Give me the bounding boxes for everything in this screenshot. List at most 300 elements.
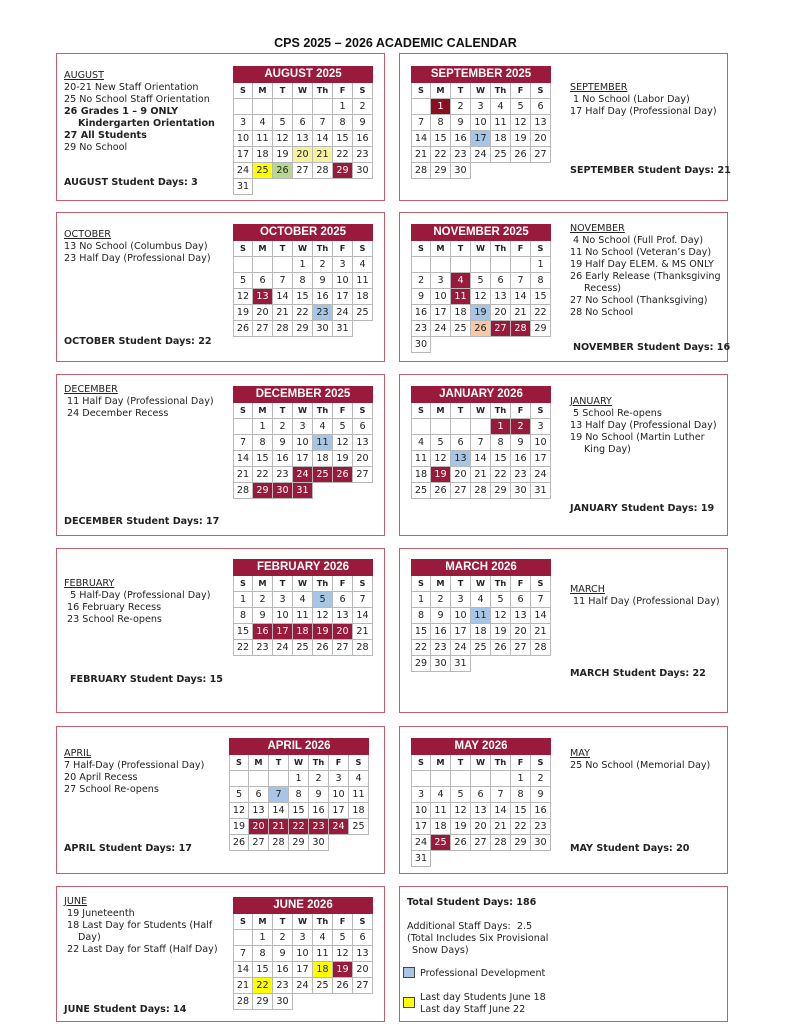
empty-cell — [531, 163, 551, 179]
day-cell: 30 — [309, 835, 329, 851]
weekday-header: W — [293, 83, 313, 99]
day-cell: 2 — [309, 771, 329, 787]
day-cell: 3 — [531, 419, 551, 435]
weekday-header: M — [253, 576, 273, 592]
day-cell: 24 — [293, 467, 313, 483]
day-cell: 27 — [353, 467, 373, 483]
weekday-header: F — [511, 403, 531, 419]
day-cell: 26 — [491, 640, 511, 656]
note-line: 1 No School (Labor Day) — [570, 94, 690, 105]
day-cell: 12 — [471, 289, 491, 305]
day-cell: 23 — [353, 147, 373, 163]
note-line: Kindergarten Orientation — [78, 118, 215, 129]
day-cell: 9 — [313, 273, 333, 289]
day-cell: 19 — [313, 624, 333, 640]
day-cell: 3 — [273, 592, 293, 608]
day-cell: 17 — [293, 962, 313, 978]
day-cell: 1 — [293, 257, 313, 273]
day-cell: 3 — [411, 787, 431, 803]
day-cell: 12 — [511, 115, 531, 131]
day-cell: 30 — [511, 483, 531, 499]
day-cell: 16 — [511, 451, 531, 467]
day-cell: 20 — [293, 147, 313, 163]
calendar-dec — [233, 386, 373, 499]
day-cell: 21 — [269, 819, 289, 835]
day-cell: 6 — [333, 592, 353, 608]
day-cell: 16 — [531, 803, 551, 819]
empty-cell — [471, 257, 491, 273]
day-cell: 12 — [313, 608, 333, 624]
day-cell: 31 — [233, 179, 253, 195]
student-days-apr: APRIL Student Days: 17 — [64, 843, 192, 854]
day-cell: 26 — [233, 321, 253, 337]
student-days-mar: MARCH Student Days: 22 — [570, 668, 706, 679]
weekday-header: W — [471, 403, 491, 419]
empty-cell — [273, 257, 293, 273]
note-line: 25 No School (Memorial Day) — [570, 760, 711, 771]
day-cell: 17 — [411, 819, 431, 835]
day-cell: 28 — [491, 835, 511, 851]
weekday-header: M — [253, 83, 273, 99]
month-title: JUNE 2026 — [233, 897, 373, 914]
day-cell: 8 — [253, 946, 273, 962]
day-cell: 15 — [333, 131, 353, 147]
weekday-header: T — [273, 241, 293, 257]
day-cell: 5 — [451, 787, 471, 803]
day-cell: 16 — [451, 131, 471, 147]
student-days-feb: FEBRUARY Student Days: 15 — [70, 674, 223, 685]
day-cell: 22 — [411, 640, 431, 656]
day-cell: 30 — [273, 483, 293, 499]
empty-cell — [313, 179, 333, 195]
note-line: 29 No School — [64, 142, 128, 153]
empty-cell — [313, 483, 333, 499]
month-title: AUGUST 2025 — [233, 66, 373, 83]
day-cell: 17 — [531, 451, 551, 467]
weekday-header: F — [511, 576, 531, 592]
day-cell: 14 — [313, 131, 333, 147]
day-cell: 18 — [431, 819, 451, 835]
day-cell: 21 — [491, 819, 511, 835]
notes-heading: DECEMBER — [64, 384, 118, 395]
day-cell: 12 — [491, 608, 511, 624]
note-line: 25 No School Staff Orientation — [64, 94, 210, 105]
notes-jan — [570, 396, 717, 456]
weekday-header: M — [431, 241, 451, 257]
day-cell: 9 — [273, 435, 293, 451]
day-cell: 19 — [333, 451, 353, 467]
day-cell: 9 — [353, 115, 373, 131]
notes-oct — [64, 229, 211, 265]
day-cell: 16 — [431, 624, 451, 640]
empty-cell — [531, 851, 551, 867]
weekday-header: S — [531, 576, 551, 592]
day-cell: 17 — [333, 289, 353, 305]
notes-feb — [64, 578, 210, 626]
weekday-header: W — [471, 83, 491, 99]
day-cell: 9 — [511, 435, 531, 451]
weekday-header: S — [353, 83, 373, 99]
day-cell: 17 — [329, 803, 349, 819]
notes-jun — [64, 896, 218, 956]
day-cell: 2 — [411, 273, 431, 289]
day-cell: 1 — [333, 99, 353, 115]
day-cell: 20 — [531, 131, 551, 147]
day-cell: 15 — [233, 624, 253, 640]
day-cell: 11 — [471, 608, 491, 624]
day-cell: 5 — [511, 99, 531, 115]
day-cell: 24 — [431, 321, 451, 337]
day-cell: 11 — [411, 451, 431, 467]
weekday-header: M — [431, 83, 451, 99]
day-cell: 21 — [531, 624, 551, 640]
note-line: 19 Half Day ELEM. & MS ONLY — [570, 259, 714, 270]
calendar-jun — [233, 897, 373, 1010]
note-line: 13 No School (Columbus Day) — [64, 241, 208, 252]
day-cell: 11 — [431, 803, 451, 819]
empty-cell — [471, 851, 491, 867]
day-cell: 26 — [313, 640, 333, 656]
student-days-may: MAY Student Days: 20 — [570, 843, 690, 854]
day-cell: 9 — [309, 787, 329, 803]
legend-last-line-1: Last day Students June 18 — [420, 992, 546, 1003]
day-cell: 12 — [229, 803, 249, 819]
weekday-header: Th — [491, 83, 511, 99]
day-cell: 7 — [353, 592, 373, 608]
day-cell: 3 — [233, 115, 253, 131]
empty-cell — [253, 257, 273, 273]
day-cell: 22 — [253, 467, 273, 483]
calendar-grid — [411, 755, 551, 867]
empty-cell — [333, 994, 353, 1010]
notes-heading: JUNE — [64, 896, 88, 907]
day-cell: 26 — [333, 467, 353, 483]
empty-cell — [451, 257, 471, 273]
notes-apr — [64, 748, 204, 796]
day-cell: 25 — [293, 640, 313, 656]
day-cell: 16 — [253, 624, 273, 640]
day-cell: 1 — [511, 771, 531, 787]
weekday-header: M — [253, 914, 273, 930]
day-cell: 28 — [411, 163, 431, 179]
day-cell: 12 — [431, 451, 451, 467]
day-cell: 2 — [511, 419, 531, 435]
day-cell: 15 — [253, 451, 273, 467]
weekday-header: Th — [313, 576, 333, 592]
empty-cell — [233, 419, 253, 435]
day-cell: 20 — [471, 819, 491, 835]
day-cell: 7 — [471, 435, 491, 451]
day-cell: 24 — [329, 819, 349, 835]
day-cell: 27 — [451, 483, 471, 499]
calendar-oct — [233, 224, 373, 337]
day-cell: 21 — [411, 147, 431, 163]
day-cell: 4 — [353, 257, 373, 273]
empty-cell — [491, 163, 511, 179]
day-cell: 11 — [353, 273, 373, 289]
day-cell: 4 — [293, 592, 313, 608]
weekday-header: W — [471, 241, 491, 257]
day-cell: 13 — [451, 451, 471, 467]
day-cell: 30 — [313, 321, 333, 337]
note-line: 26 Early Release (Thanksgiving — [570, 271, 721, 282]
weekday-header: Th — [491, 576, 511, 592]
notes-dec — [64, 384, 214, 420]
day-cell: 28 — [511, 321, 531, 337]
day-cell: 25 — [411, 483, 431, 499]
day-cell: 17 — [431, 305, 451, 321]
weekday-header: F — [511, 83, 531, 99]
student-days-dec: DECEMBER Student Days: 17 — [64, 516, 220, 527]
day-cell: 29 — [253, 483, 273, 499]
day-cell: 18 — [471, 624, 491, 640]
day-cell: 10 — [293, 946, 313, 962]
day-cell: 3 — [329, 771, 349, 787]
calendar-grid — [233, 914, 373, 1010]
day-cell: 7 — [233, 435, 253, 451]
day-cell: 24 — [293, 978, 313, 994]
day-cell: 15 — [531, 289, 551, 305]
day-cell: 25 — [353, 305, 373, 321]
day-cell: 21 — [273, 305, 293, 321]
day-cell: 14 — [471, 451, 491, 467]
student-days-jan: JANUARY Student Days: 19 — [570, 503, 715, 514]
day-cell: 21 — [511, 305, 531, 321]
notes-heading: FEBRUARY — [64, 578, 115, 589]
legend-last-line-2: Last day Staff June 22 — [420, 1004, 526, 1015]
note-line: 27 All Students — [64, 130, 147, 141]
calendar-grid — [233, 576, 373, 656]
empty-cell — [491, 851, 511, 867]
day-cell: 20 — [451, 467, 471, 483]
day-cell: 29 — [293, 321, 313, 337]
day-cell: 7 — [511, 273, 531, 289]
day-cell: 26 — [273, 163, 293, 179]
day-cell: 27 — [531, 147, 551, 163]
empty-cell — [511, 257, 531, 273]
day-cell: 25 — [431, 835, 451, 851]
weekday-header: W — [293, 403, 313, 419]
day-cell: 10 — [293, 435, 313, 451]
day-cell: 28 — [273, 321, 293, 337]
day-cell: 1 — [491, 419, 511, 435]
day-cell: 14 — [531, 608, 551, 624]
day-cell: 23 — [309, 819, 329, 835]
empty-cell — [511, 851, 531, 867]
additional-staff-days — [407, 921, 548, 957]
day-cell: 13 — [293, 131, 313, 147]
day-cell: 10 — [333, 273, 353, 289]
day-cell: 6 — [491, 273, 511, 289]
day-cell: 11 — [349, 787, 369, 803]
day-cell: 22 — [511, 819, 531, 835]
empty-cell — [431, 419, 451, 435]
day-cell: 27 — [249, 835, 269, 851]
weekday-header: F — [333, 241, 353, 257]
notes-nov — [570, 223, 721, 319]
weekday-header: Th — [309, 755, 329, 771]
day-cell: 29 — [411, 656, 431, 672]
day-cell: 5 — [233, 273, 253, 289]
day-cell: 24 — [471, 147, 491, 163]
day-cell: 15 — [431, 131, 451, 147]
notes-mar — [570, 584, 720, 608]
weekday-header: F — [333, 914, 353, 930]
calendar-aug — [233, 66, 373, 195]
empty-cell — [451, 337, 471, 353]
empty-cell — [491, 771, 511, 787]
day-cell: 2 — [253, 592, 273, 608]
weekday-header: Th — [491, 241, 511, 257]
day-cell: 12 — [273, 131, 293, 147]
day-cell: 10 — [531, 435, 551, 451]
day-cell: 8 — [233, 608, 253, 624]
day-cell: 25 — [313, 467, 333, 483]
day-cell: 19 — [333, 962, 353, 978]
calendar-grid — [411, 83, 551, 179]
day-cell: 31 — [531, 483, 551, 499]
day-cell: 23 — [451, 147, 471, 163]
day-cell: 8 — [511, 787, 531, 803]
day-cell: 27 — [471, 835, 491, 851]
day-cell: 24 — [451, 640, 471, 656]
note-line: 19 Juneteenth — [64, 908, 135, 919]
day-cell: 2 — [431, 592, 451, 608]
day-cell: 6 — [353, 419, 373, 435]
weekday-header: T — [273, 576, 293, 592]
day-cell: 15 — [491, 451, 511, 467]
empty-cell — [471, 771, 491, 787]
day-cell: 26 — [229, 835, 249, 851]
day-cell: 4 — [431, 787, 451, 803]
calendar-grid — [233, 83, 373, 195]
day-cell: 10 — [233, 131, 253, 147]
day-cell: 25 — [253, 163, 273, 179]
month-title: OCTOBER 2025 — [233, 224, 373, 241]
day-cell: 11 — [491, 115, 511, 131]
day-cell: 30 — [431, 656, 451, 672]
day-cell: 22 — [233, 640, 253, 656]
note-line: 27 No School (Thanksgiving) — [570, 295, 708, 306]
day-cell: 24 — [273, 640, 293, 656]
weekday-header: S — [411, 241, 431, 257]
day-cell: 24 — [333, 305, 353, 321]
day-cell: 19 — [273, 147, 293, 163]
empty-cell — [531, 656, 551, 672]
empty-cell — [293, 179, 313, 195]
weekday-header: S — [353, 576, 373, 592]
day-cell: 19 — [233, 305, 253, 321]
student-days-sep: SEPTEMBER Student Days: 21 — [570, 165, 731, 176]
day-cell: 22 — [293, 305, 313, 321]
student-days-aug: AUGUST Student Days: 3 — [64, 177, 198, 188]
day-cell: 2 — [313, 257, 333, 273]
day-cell: 15 — [253, 962, 273, 978]
day-cell: 9 — [431, 608, 451, 624]
day-cell: 20 — [333, 624, 353, 640]
day-cell: 30 — [411, 337, 431, 353]
empty-cell — [451, 771, 471, 787]
note-line: 27 School Re-opens — [64, 784, 159, 795]
day-cell: 7 — [233, 946, 253, 962]
note-line: 4 No School (Full Prof. Day) — [570, 235, 704, 246]
empty-cell — [233, 257, 253, 273]
empty-cell — [451, 419, 471, 435]
day-cell: 13 — [333, 608, 353, 624]
additional-line-1: Additional Staff Days: 2.5 — [407, 921, 533, 932]
day-cell: 4 — [313, 419, 333, 435]
student-days-nov: NOVEMBER Student Days: 16 — [573, 342, 731, 353]
note-line: 20 April Recess — [64, 772, 138, 783]
calendar-mar — [411, 559, 551, 672]
legend-prof-label: Professional Development — [420, 968, 546, 979]
weekday-header: S — [411, 83, 431, 99]
day-cell: 25 — [451, 321, 471, 337]
weekday-header: S — [531, 755, 551, 771]
day-cell: 29 — [531, 321, 551, 337]
day-cell: 12 — [233, 289, 253, 305]
empty-cell — [471, 163, 491, 179]
day-cell: 22 — [431, 147, 451, 163]
day-cell: 6 — [253, 273, 273, 289]
day-cell: 11 — [313, 435, 333, 451]
weekday-header: F — [511, 241, 531, 257]
empty-cell — [233, 99, 253, 115]
empty-cell — [411, 99, 431, 115]
weekday-header: W — [293, 241, 313, 257]
day-cell: 19 — [511, 131, 531, 147]
day-cell: 27 — [491, 321, 511, 337]
weekday-header: S — [229, 755, 249, 771]
day-cell: 30 — [353, 163, 373, 179]
weekday-header: W — [471, 576, 491, 592]
calendar-feb — [233, 559, 373, 656]
day-cell: 14 — [273, 289, 293, 305]
note-line: 5 Half-Day (Professional Day) — [64, 590, 211, 601]
weekday-header: S — [349, 755, 369, 771]
day-cell: 19 — [451, 819, 471, 835]
day-cell: 5 — [491, 592, 511, 608]
empty-cell — [511, 163, 531, 179]
day-cell: 20 — [253, 305, 273, 321]
day-cell: 29 — [289, 835, 309, 851]
day-cell: 27 — [333, 640, 353, 656]
empty-cell — [253, 99, 273, 115]
day-cell: 23 — [511, 467, 531, 483]
weekday-header: F — [333, 83, 353, 99]
notes-heading: OCTOBER — [64, 229, 111, 240]
day-cell: 30 — [531, 835, 551, 851]
month-title: NOVEMBER 2025 — [411, 224, 551, 241]
empty-cell — [353, 483, 373, 499]
month-title: JANUARY 2026 — [411, 386, 551, 403]
empty-cell — [431, 851, 451, 867]
weekday-header: S — [531, 241, 551, 257]
day-cell: 9 — [253, 608, 273, 624]
weekday-header: S — [233, 83, 253, 99]
day-cell: 13 — [353, 946, 373, 962]
day-cell: 1 — [233, 592, 253, 608]
day-cell: 23 — [411, 321, 431, 337]
day-cell: 8 — [293, 273, 313, 289]
page-title: CPS 2025 – 2026 ACADEMIC CALENDAR — [274, 36, 517, 50]
empty-cell — [249, 771, 269, 787]
weekday-header: W — [289, 755, 309, 771]
calendar-grid — [411, 403, 551, 499]
day-cell: 18 — [293, 624, 313, 640]
weekday-header: F — [511, 755, 531, 771]
day-cell: 25 — [471, 640, 491, 656]
